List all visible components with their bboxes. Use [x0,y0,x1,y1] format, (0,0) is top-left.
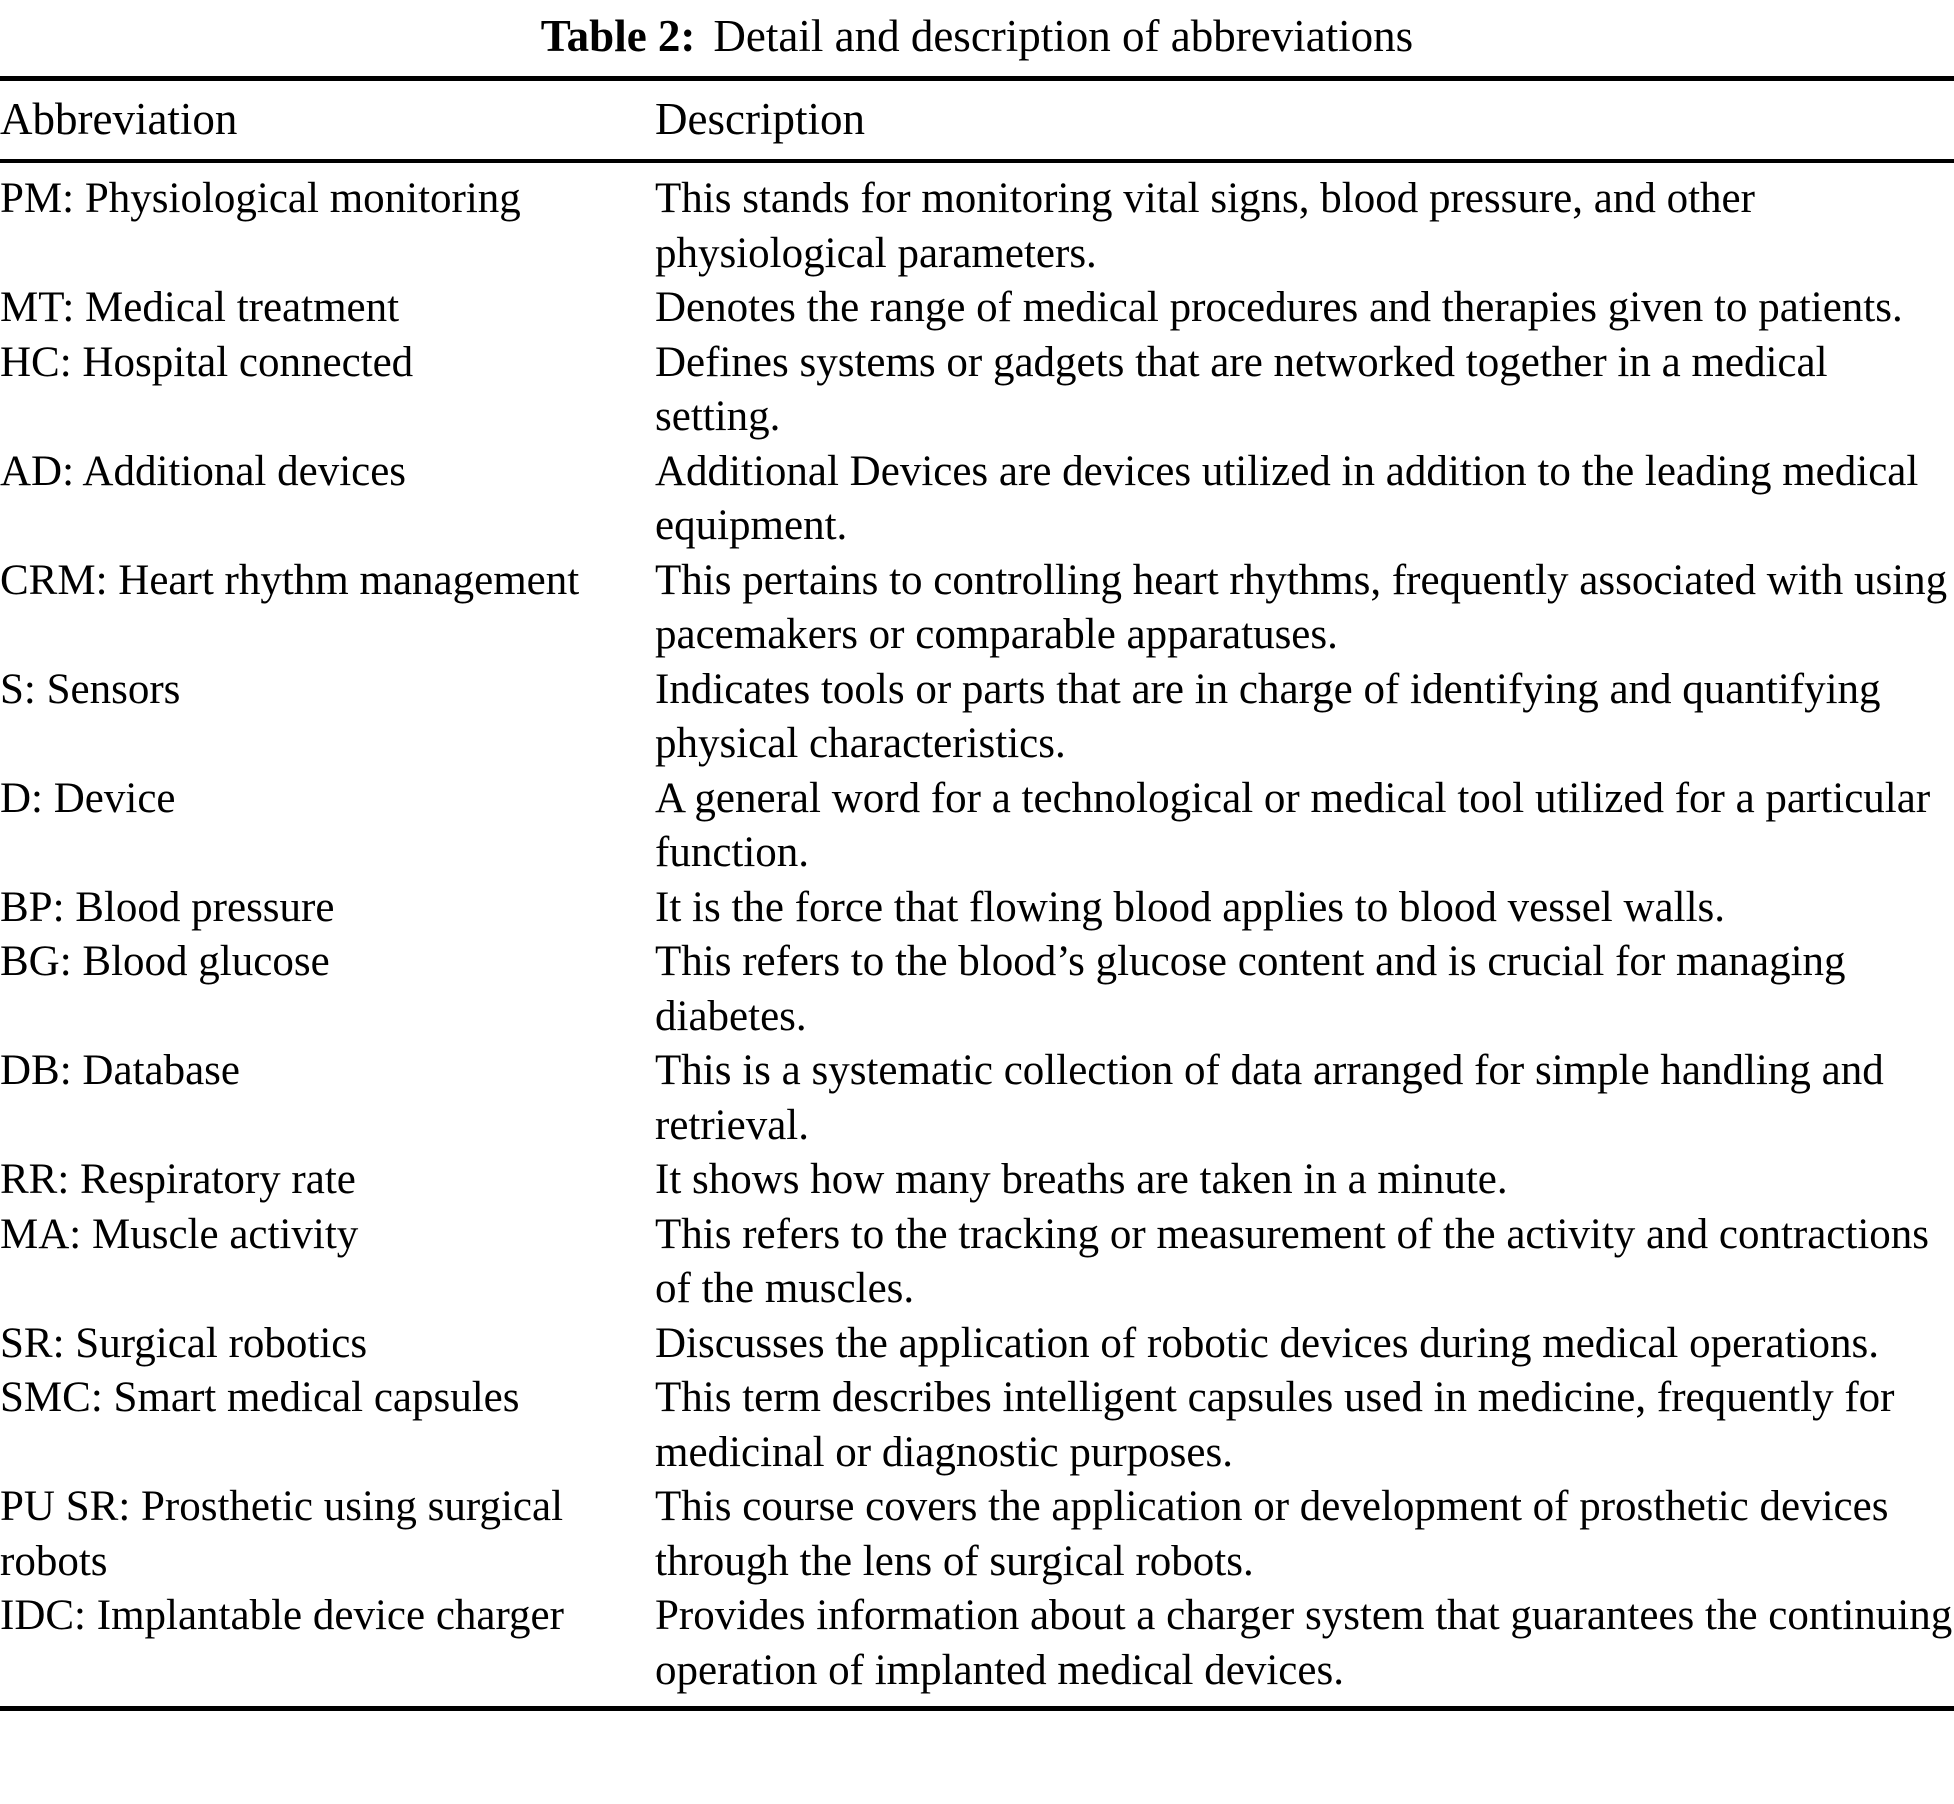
description-cell: Denotes the range of medical procedures and therapies given to patients. [655,284,1903,331]
table-caption [0,10,1954,62]
description-cell: Additional Devices are devices utilized in addition to the leading medical equipment. [655,447,1919,549]
table-row [0,663,1954,772]
table-caption-label: Table 2: [540,11,696,61]
table-row [0,161,1954,281]
abbreviation-cell: MT: Medical treatment [0,284,400,331]
description-cell: This refers to the tracking or measurement of the activity and contractions of the muscles. [655,1210,1930,1312]
description-cell: This stands for monitoring vital signs, blood pressure, and other physiological parameters. [655,175,1755,277]
description-cell: This pertains to controlling heart rhythms, frequently associated with using pacemakers or comparable apparatuses. [655,556,1948,658]
abbreviation-cell: AD: Additional devices [0,447,407,495]
description-cell: This refers to the blood’s glucose content and is crucial for managing diabetes. [655,938,1846,1040]
table-body [0,161,1954,1709]
table-row [0,1371,1954,1480]
abbreviation-cell: SMC: Smart medical capsules [0,1374,520,1421]
abbreviation-cell: HC: Hospital connected [0,338,414,386]
table-row [0,1589,1954,1709]
table-row [0,772,1954,881]
table-row [0,1208,1954,1317]
column-header-abbreviation: Abbreviation [0,79,655,162]
table-row [0,1153,1954,1208]
table-row [0,554,1954,663]
abbreviation-cell: BP: Blood pressure [0,883,335,931]
abbreviation-cell: PM: Physiological monitoring [0,175,521,222]
abbreviation-cell: DB: Database [0,1047,241,1094]
abbreviation-cell: RR: Respiratory rate [0,1156,356,1203]
description-cell: Provides information about a charger system that guarantees the continuing operation of implanted medical devices. [655,1592,1953,1694]
table-row [0,1480,1954,1589]
description-cell: This is a systematic collection of data arranged for simple handling and retrieval. [655,1047,1884,1149]
table-header-row [0,79,1954,162]
abbreviation-cell: CRM: Heart rhythm management [0,556,580,604]
table-caption-text: Detail and description of abbreviations [713,11,1414,61]
table-row [0,881,1954,936]
table-row [0,281,1954,336]
description-cell: Indicates tools or parts that are in charge of identifying and quantifying physical characteristics. [655,665,1881,767]
abbreviations-table [0,76,1954,1711]
abbreviation-cell: D: Device [0,774,176,822]
description-cell: Defines systems or gadgets that are networked together in a medical setting. [655,338,1828,440]
table-row [0,935,1954,1044]
table-row [0,1044,1954,1153]
table-row [0,1317,1954,1372]
abbreviation-cell: MA: Muscle activity [0,1210,359,1258]
table-row [0,445,1954,554]
abbreviation-cell: BG: Blood glucose [0,938,330,985]
table-row [0,336,1954,445]
description-cell: This course covers the application or development of prosthetic devices through the lens of surgical robots. [655,1483,1889,1585]
description-cell: It is the force that flowing blood applies to blood vessel walls. [655,883,1726,931]
abbreviation-cell: IDC: Implantable device charger [0,1592,564,1639]
description-cell: This term describes intelligent capsules used in medicine, frequently for medicinal or diagnostic purposes. [655,1374,1895,1476]
description-cell: Discusses the application of robotic devices during medical operations. [655,1319,1879,1367]
description-cell: It shows how many breaths are taken in a minute. [655,1156,1508,1203]
abbreviation-cell: SR: Surgical robotics [0,1319,368,1367]
abbreviation-cell: S: Sensors [0,665,181,713]
abbreviation-cell: PU SR: Prosthetic using surgical robots [0,1483,564,1585]
table-header [0,79,1954,162]
column-header-description: Description [655,79,1954,162]
description-cell: A general word for a technological or medical tool utilized for a particular function. [655,774,1931,876]
